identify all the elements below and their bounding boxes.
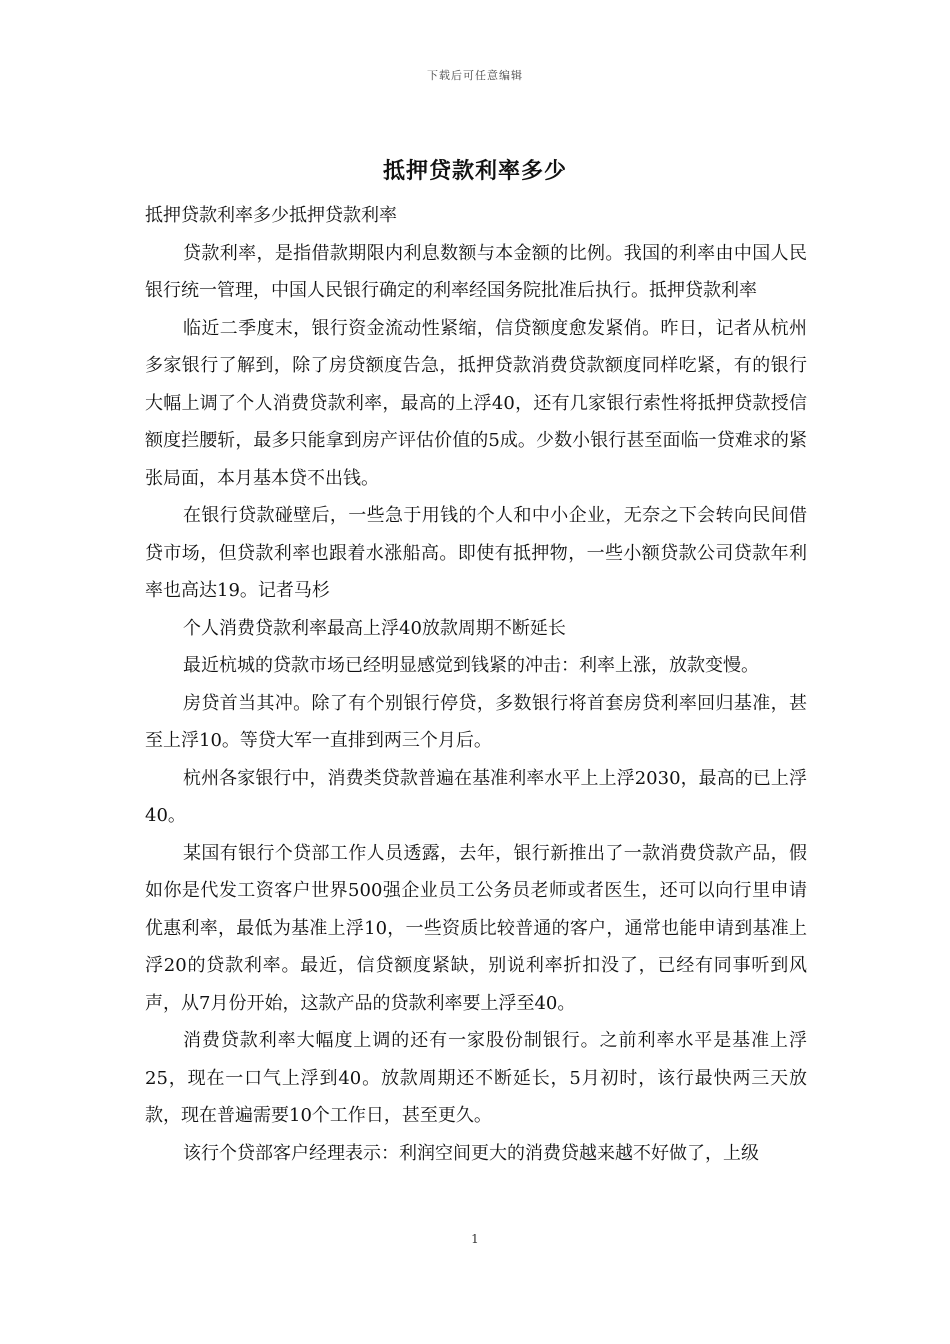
paragraph: 最近杭城的贷款市场已经明显感觉到钱紧的冲击：利率上涨，放款变慢。 — [183, 655, 759, 676]
paragraph: 临近二季度末，银行资金流动性紧缩，信贷额度愈发紧俏。昨日，记者从杭州多家银行了解到，除了房贷额度告急，抵押贷款消费贷款额度同样吃紧，有的银行大幅上调了个人消费贷款利率，最高的上浮40，还有几家银行索性将抵押贷款授信额度拦腰斩，最多只能拿到房产评估价值的5成。少数小银行甚至面临一贷难求的紧张局面，本月基本贷不出钱。 — [145, 317, 807, 489]
document-body — [145, 197, 807, 1172]
section-heading: 个人消费贷款利率最高上浮40放款周期不断延长 — [183, 617, 566, 639]
document-subtitle: 抵押贷款利率多少抵押贷款利率 — [145, 205, 397, 226]
document-title: 抵押贷款利率多少 — [382, 159, 567, 184]
paragraph: 该行个贷部客户经理表示：利润空间更大的消费贷越来越不好做了，上级 — [183, 1142, 759, 1164]
paragraph: 在银行贷款碰壁后，一些急于用钱的个人和中小企业，无奈之下会转向民间借贷市场，但贷款利率也跟着水涨船高。即使有抵押物，一些小额贷款公司贷款年利率也高达19。记者马杉 — [145, 505, 807, 601]
paragraph: 消费贷款利率大幅度上调的还有一家股份制银行。之前利率水平是基准上浮25，现在一口气上浮到40。放款周期还不断延长，5月初时，该行最快两三天放款，现在普遍需要10个工作日，甚至更久。 — [145, 1030, 807, 1126]
paragraph: 杭州各家银行中，消费类贷款普遍在基准利率水平上上浮2030，最高的已上浮40。 — [145, 767, 807, 826]
page-number: 1 — [471, 1232, 479, 1246]
paragraph: 房贷首当其冲。除了有个别银行停贷，多数银行将首套房贷利率回归基准，甚至上浮10。等贷大军一直排到两三个月后。 — [145, 692, 807, 751]
paragraph: 贷款利率，是指借款期限内利息数额与本金额的比例。我国的利率由中国人民银行统一管理，中国人民银行确定的利率经国务院批准后执行。抵押贷款利率 — [145, 242, 807, 301]
paragraph: 某国有银行个贷部工作人员透露，去年，银行新推出了一款消费贷款产品，假如你是代发工资客户世界500强企业员工公务员老师或者医生，还可以向行里申请优惠利率，最低为基准上浮10，一些资质比较普通的客户，通常也能申请到基准上浮20的贷款利率。最近，信贷额度紧缺，别说利率折扣没了，已经有同事听到风声，从7月份开始，这款产品的贷款利率要上浮至40。 — [145, 842, 807, 1014]
page-header-note: 下载后可任意编辑 — [427, 69, 523, 82]
